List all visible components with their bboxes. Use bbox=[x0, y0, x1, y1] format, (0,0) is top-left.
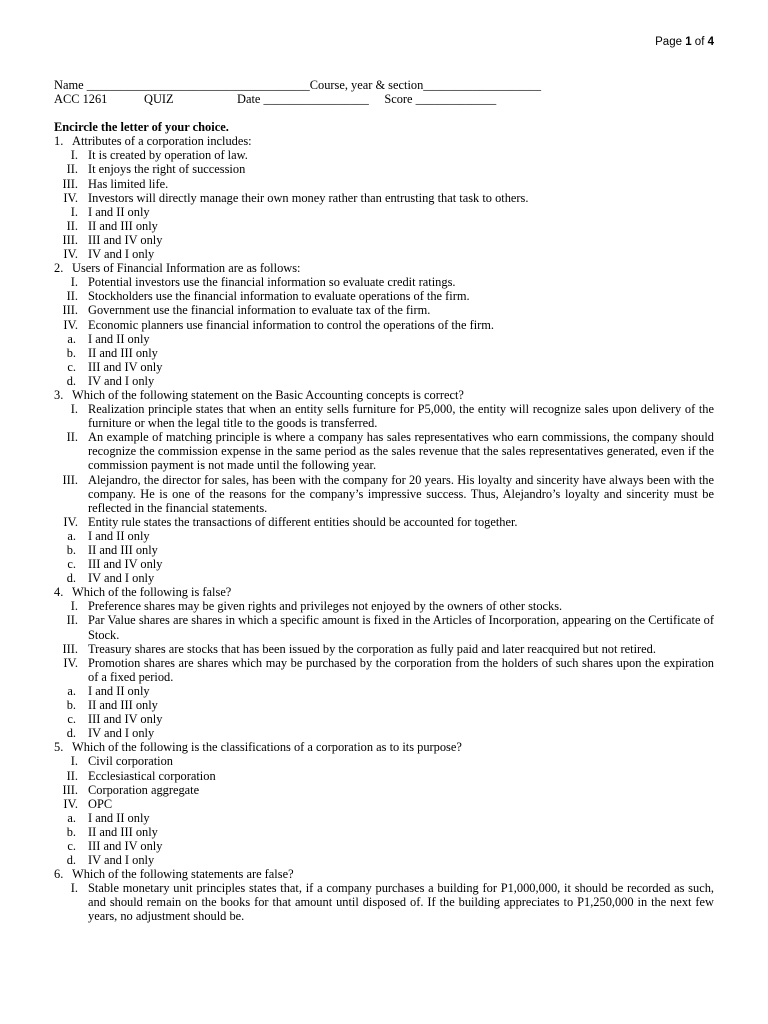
option-text: II and III only bbox=[88, 698, 158, 713]
question-stem bbox=[54, 867, 714, 881]
statement-text: Corporation aggregate bbox=[88, 782, 200, 797]
option-text: IV and I only bbox=[88, 726, 155, 741]
question-5 bbox=[54, 740, 714, 867]
answer-option[interactable] bbox=[54, 571, 714, 585]
statement-label: II. bbox=[66, 613, 78, 628]
answer-option[interactable] bbox=[54, 529, 714, 543]
statement-item bbox=[54, 303, 714, 317]
statement-text: Ecclesiastical corporation bbox=[88, 768, 216, 783]
answer-option[interactable] bbox=[54, 712, 714, 726]
statement-label: I. bbox=[70, 599, 78, 614]
statement-text: Government use the financial information to evaluate tax of the firm. bbox=[88, 303, 431, 318]
answer-option[interactable] bbox=[54, 557, 714, 571]
statement-label: I. bbox=[70, 402, 78, 417]
statement-text: Stable monetary unit principles states that, if a company purchases a building for P1,000,000, it should be recorded as such, and should remain on the books for that amount until disposed of. If the building appreciates to P1,250,000 in the next few years, no adjustment should be. bbox=[88, 881, 714, 924]
statement-text: Alejandro, the director for sales, has been with the company for 20 years. His loyalty and sincerity have always been with the company. He is one of the reasons for the company’s impressive success. Thus, Alejandro’s loyalty and sincerity must be reflected in the financial statements. bbox=[88, 472, 714, 515]
statement-text: Has limited life. bbox=[88, 176, 169, 191]
statement-label: III. bbox=[62, 176, 78, 191]
statement-text: Economic planners use financial information to control the operations of the firm. bbox=[88, 317, 495, 332]
statement-item bbox=[54, 191, 714, 205]
statement-item bbox=[54, 275, 714, 289]
statement-item bbox=[54, 613, 714, 641]
option-letter: c. bbox=[67, 712, 76, 727]
option-letter: II. bbox=[66, 218, 78, 233]
statement-label: IV. bbox=[63, 190, 78, 205]
statement-text: Treasury shares are stocks that has been issued by the corporation as fully paid and later reacquired but not retired. bbox=[88, 641, 656, 656]
statement-item bbox=[54, 515, 714, 529]
option-letter: c. bbox=[67, 359, 76, 374]
question-stem bbox=[54, 261, 714, 275]
option-letter: a. bbox=[67, 810, 76, 825]
statement-label: IV. bbox=[63, 317, 78, 332]
option-letter: a. bbox=[67, 528, 76, 543]
option-letter: d. bbox=[66, 571, 76, 586]
question-stem bbox=[54, 585, 714, 599]
statement-text: Par Value shares are shares in which a specific amount is fixed in the Articles of Incorporation, appearing on the Certificate of Stock. bbox=[88, 613, 714, 642]
statement-label: I. bbox=[70, 881, 78, 896]
question-1 bbox=[54, 134, 714, 261]
statement-item bbox=[54, 769, 714, 783]
course-line: ___________________ bbox=[423, 78, 542, 92]
question-text: Which of the following is the classifications of a corporation as to its purpose? bbox=[72, 740, 462, 755]
answer-option[interactable] bbox=[54, 346, 714, 360]
quiz-content bbox=[54, 78, 714, 924]
statement-label: III. bbox=[62, 303, 78, 318]
statement-label: II. bbox=[66, 768, 78, 783]
question-stem bbox=[54, 134, 714, 148]
statement-text: Preference shares may be given rights and privileges not enjoyed by the owners of other stocks. bbox=[88, 599, 563, 614]
question-4 bbox=[54, 585, 714, 740]
instructions: Encircle the letter of your choice. bbox=[54, 120, 229, 135]
statement-item bbox=[54, 162, 714, 176]
option-text: IV and I only bbox=[88, 373, 155, 388]
answer-option[interactable] bbox=[54, 825, 714, 839]
question-number: 6. bbox=[54, 867, 64, 882]
statement-label: IV. bbox=[63, 514, 78, 529]
question-number: 2. bbox=[54, 261, 64, 276]
option-text: II and III only bbox=[88, 543, 158, 557]
option-text: III and IV only bbox=[88, 838, 163, 853]
option-letter: d. bbox=[66, 726, 76, 741]
page-number: Page 1 of 4 bbox=[655, 36, 714, 48]
statement-item bbox=[54, 473, 714, 515]
score-label: Score bbox=[384, 92, 413, 107]
statement-text: Stockholders use the financial information to evaluate operations of the firm. bbox=[88, 289, 470, 304]
option-text: IV and I only bbox=[88, 247, 155, 262]
name-line: ____________________________________ bbox=[86, 78, 310, 92]
answer-option[interactable] bbox=[54, 853, 714, 867]
statement-item bbox=[54, 148, 714, 162]
statement-label: II. bbox=[66, 289, 78, 304]
statement-text: Investors will directly manage their own money rather than entrusting that task to others. bbox=[88, 190, 529, 205]
current-page: 1 bbox=[685, 36, 692, 48]
option-text: III and IV only bbox=[88, 712, 163, 727]
question-3 bbox=[54, 388, 714, 585]
answer-option[interactable] bbox=[54, 360, 714, 374]
statement-label: III. bbox=[62, 472, 78, 487]
option-letter: a. bbox=[67, 683, 76, 698]
answer-option[interactable] bbox=[54, 205, 714, 219]
statement-item bbox=[54, 402, 714, 430]
answer-option[interactable] bbox=[54, 543, 714, 557]
option-text: I and II only bbox=[88, 331, 150, 346]
statement-label: IV. bbox=[63, 655, 78, 670]
option-text: II and III only bbox=[88, 824, 158, 839]
answer-option[interactable] bbox=[54, 839, 714, 853]
option-letter: d. bbox=[66, 373, 76, 388]
answer-option[interactable] bbox=[54, 726, 714, 740]
option-letter: d. bbox=[66, 853, 76, 868]
option-text: I and II only bbox=[88, 528, 150, 543]
option-text: II and III only bbox=[88, 218, 158, 233]
option-letter: b. bbox=[66, 824, 76, 839]
option-text: II and III only bbox=[88, 345, 158, 360]
name-label: Name bbox=[54, 78, 84, 92]
statement-text: It enjoys the right of succession bbox=[88, 162, 246, 177]
statement-item bbox=[54, 783, 714, 797]
option-letter: b. bbox=[66, 698, 76, 713]
question-text: Users of Financial Information are as follows: bbox=[72, 261, 301, 276]
option-letter: c. bbox=[67, 838, 76, 853]
date-label: Date bbox=[237, 92, 261, 107]
statement-item bbox=[54, 289, 714, 303]
option-letter: c. bbox=[67, 557, 76, 572]
statement-item bbox=[54, 881, 714, 923]
question-stem bbox=[54, 388, 714, 402]
question-6 bbox=[54, 867, 714, 923]
option-letter: IV. bbox=[63, 247, 78, 262]
statement-text: Civil corporation bbox=[88, 754, 173, 769]
statement-text: Potential investors use the financial information so evaluate credit ratings. bbox=[88, 275, 456, 290]
question-2 bbox=[54, 261, 714, 388]
option-letter: III. bbox=[62, 232, 78, 247]
question-text: Which of the following statement on the Basic Accounting concepts is correct? bbox=[72, 387, 464, 402]
subject-code: ACC 1261 bbox=[54, 92, 108, 107]
option-letter: b. bbox=[66, 543, 76, 557]
statement-item bbox=[54, 754, 714, 768]
statement-text: It is created by operation of law. bbox=[88, 148, 248, 163]
option-text: I and II only bbox=[88, 683, 150, 698]
answer-option[interactable] bbox=[54, 811, 714, 825]
option-text: III and IV only bbox=[88, 232, 163, 247]
question-text: Which of the following is false? bbox=[72, 585, 232, 600]
statement-text: OPC bbox=[88, 796, 113, 811]
option-letter: b. bbox=[66, 345, 76, 360]
quiz-label: QUIZ bbox=[144, 92, 174, 107]
course-label: Course, year & section bbox=[309, 78, 424, 92]
question-text: Which of the following statements are false? bbox=[72, 867, 294, 882]
statement-label: III. bbox=[62, 641, 78, 656]
statement-item bbox=[54, 797, 714, 811]
option-text: I and II only bbox=[88, 810, 150, 825]
answer-option[interactable] bbox=[54, 233, 714, 247]
statement-label: IV. bbox=[63, 796, 78, 811]
date-line: _________________ bbox=[263, 92, 369, 107]
option-text: IV and I only bbox=[88, 571, 155, 586]
question-text: Attributes of a corporation includes: bbox=[72, 134, 252, 149]
option-letter: a. bbox=[67, 331, 76, 346]
answer-option[interactable] bbox=[54, 698, 714, 712]
question-stem bbox=[54, 740, 714, 754]
total-pages: 4 bbox=[707, 36, 714, 48]
statement-text: Promotion shares are shares which may be purchased by the corporation from the holders of such shares upon the expiration of a fixed period. bbox=[88, 655, 714, 684]
statement-label: II. bbox=[66, 430, 78, 445]
statement-item bbox=[54, 599, 714, 613]
answer-option[interactable] bbox=[54, 332, 714, 346]
statement-text: Entity rule states the transactions of different entities should be accounted for together. bbox=[88, 514, 518, 529]
statement-item bbox=[54, 642, 714, 656]
statement-label: I. bbox=[70, 275, 78, 290]
statement-item bbox=[54, 430, 714, 472]
statement-label: I. bbox=[70, 754, 78, 769]
option-text: I and II only bbox=[88, 204, 150, 219]
option-text: III and IV only bbox=[88, 359, 163, 374]
header-row-2 bbox=[54, 92, 714, 106]
question-number: 5. bbox=[54, 740, 64, 755]
header-row-1 bbox=[54, 78, 714, 92]
option-text: IV and I only bbox=[88, 853, 155, 868]
statement-text: An example of matching principle is where a company has sales representatives who earn commissions, the company should recognize the commission expense in the same period as the sales revenue that the sales representatives generated, even if the commission payment is not made until the following year. bbox=[88, 430, 714, 473]
answer-option[interactable] bbox=[54, 219, 714, 233]
statement-label: II. bbox=[66, 162, 78, 177]
answer-option[interactable] bbox=[54, 684, 714, 698]
option-letter: I. bbox=[70, 204, 78, 219]
statement-label: I. bbox=[70, 148, 78, 163]
statement-item bbox=[54, 177, 714, 191]
statement-text: Realization principle states that when an entity sells furniture for P5,000, the entity will recognize sales upon delivery of the furniture or when the legal title to the goods is transferred. bbox=[88, 402, 714, 431]
answer-option[interactable] bbox=[54, 247, 714, 261]
question-number: 4. bbox=[54, 585, 64, 600]
question-number: 3. bbox=[54, 387, 64, 402]
statement-item bbox=[54, 656, 714, 684]
score-line: _____________ bbox=[415, 92, 497, 107]
question-list bbox=[54, 134, 714, 923]
answer-option[interactable] bbox=[54, 374, 714, 388]
statement-label: III. bbox=[62, 782, 78, 797]
option-text: III and IV only bbox=[88, 557, 163, 572]
statement-item bbox=[54, 318, 714, 332]
question-number: 1. bbox=[54, 134, 64, 149]
